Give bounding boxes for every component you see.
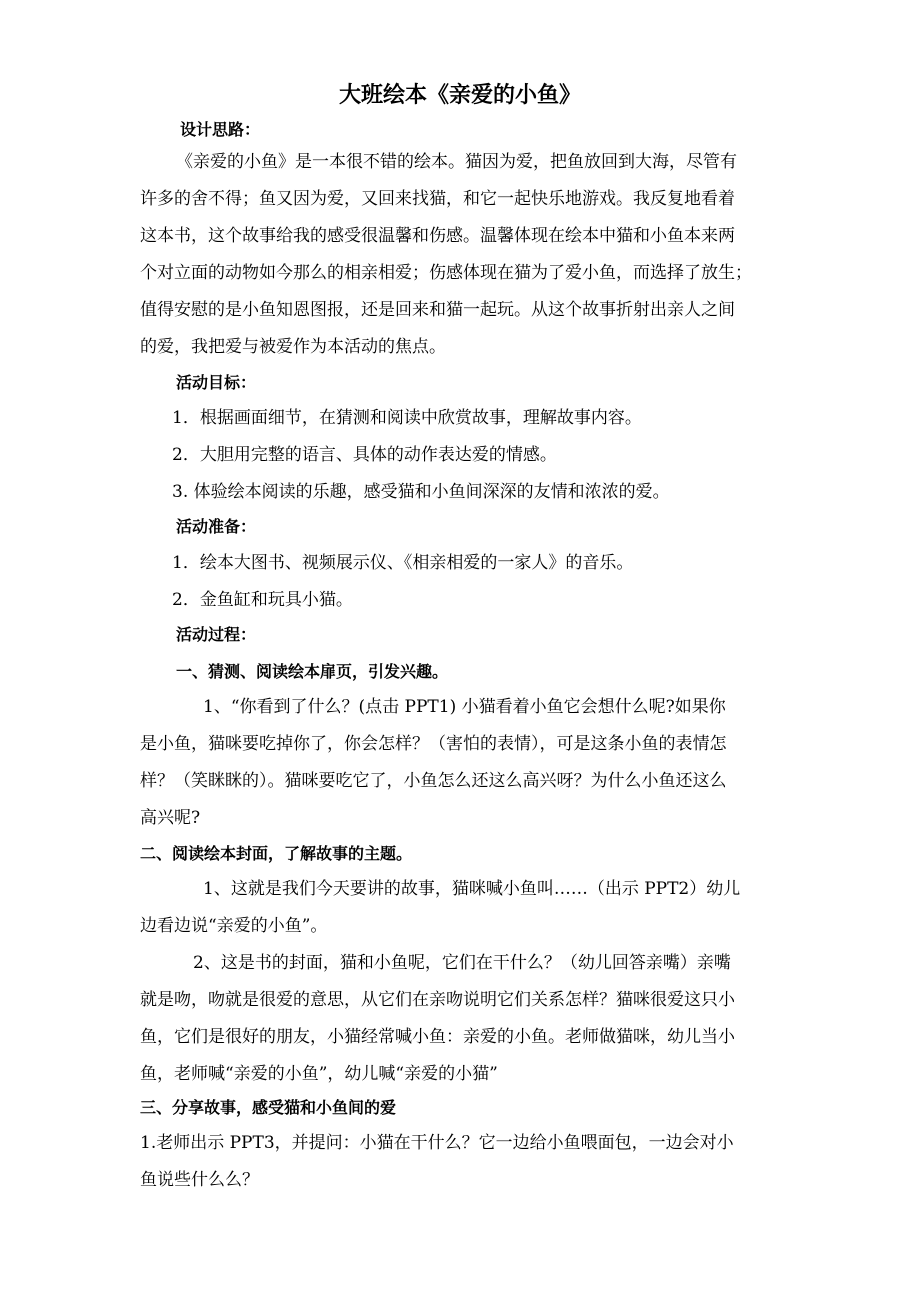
paragraph-line: 样？（笑眯眯的）。猫咪要吃它了，小鱼怎么还这么高兴呀？为什么小鱼还这么 (140, 771, 727, 791)
design-heading: 设计思路： (180, 120, 261, 139)
prep-item: 1．绘本大图书、视频展示仪、《相亲相爱的一家人》的音乐。 (172, 553, 634, 573)
paragraph-line: 1、“你看到了什么？(点击 PPT1) 小猫看着小鱼它会想什么呢?如果你 (203, 697, 726, 717)
paragraph-line: 鱼，它们是很好的朋友，小猫经常喊小鱼：亲爱的小鱼。老师做猫咪，幼儿当小 (140, 1027, 735, 1047)
paragraph-line: 是小鱼，猫咪要吃掉你了，你会怎样？（害怕的表情），可是这条小鱼的表情怎 (140, 734, 727, 754)
document-title: 大班绘本《亲爱的小鱼》 (338, 83, 581, 108)
goal-item: 3. 体验绘本阅读的乐趣，感受猫和小鱼间深深的友情和浓浓的爱。 (172, 482, 670, 502)
goals-heading: 活动目标： (176, 373, 257, 392)
paragraph-line: 2、这是书的封面，猫和小鱼呢，它们在干什么？（幼儿回答亲嘴）亲嘴 (193, 953, 731, 973)
goal-item: 1．根据画面细节，在猜测和阅读中欣赏故事，理解故事内容。 (172, 408, 642, 428)
paragraph-line: 个对立面的动物如今那么的相亲相爱；伤感体现在猫为了爱小鱼，而选择了放生； (140, 263, 752, 283)
paragraph-line: 鱼，老师喊“亲爱的小鱼”，幼儿喊“亲爱的小猫” (140, 1064, 498, 1084)
paragraph-line: 的爱，我把爱与被爱作为本活动的焦点。 (140, 337, 446, 357)
prep-heading: 活动准备： (176, 517, 257, 536)
goal-item: 2．大胆用完整的语言、具体的动作表达爱的情感。 (172, 445, 557, 465)
section-heading-1: 一、猜测、阅读绘本扉页，引发兴趣。 (176, 662, 449, 681)
paragraph-line: 高兴呢? (140, 808, 201, 828)
paragraph-line: 就是吻，吻就是很爱的意思，从它们在亲吻说明它们关系怎样？猫咪很爱这只小 (140, 990, 735, 1010)
paragraph-line: 值得安慰的是小鱼知恩图报，还是回来和猫一起玩。从这个故事折射出亲人之间 (140, 300, 735, 320)
process-heading: 活动过程： (176, 625, 257, 644)
section-heading-3: 三、分享故事，感受猫和小鱼间的爱 (140, 1098, 397, 1117)
paragraph-line: 鱼说些什么么？ (140, 1170, 259, 1190)
paragraph-line: 1.老师出示 PPT3，并提问：小猫在干什么？它一边给小鱼喂面包，一边会对小 (140, 1133, 734, 1153)
paragraph-line: 许多的舍不得；鱼又因为爱，又回来找猫，和它一起快乐地游戏。我反复地看着 (140, 189, 735, 209)
section-heading-2: 二、阅读绘本封面，了解故事的主题。 (140, 844, 413, 863)
prep-item: 2．金鱼缸和玩具小猫。 (172, 590, 353, 610)
paragraph-line: 这本书，这个故事给我的感受很温馨和伤感。温馨体现在绘本中猫和小鱼本来两 (140, 226, 735, 246)
paragraph-line: 1、这就是我们今天要讲的故事，猫咪喊小鱼叫……（出示 PPT2）幼儿 (203, 879, 741, 899)
paragraph-line: 边看边说“亲爱的小鱼”。 (140, 916, 328, 936)
paragraph-line: 《亲爱的小鱼》是一本很不错的绘本。猫因为爱，把鱼放回到大海，尽管有 (176, 152, 737, 172)
